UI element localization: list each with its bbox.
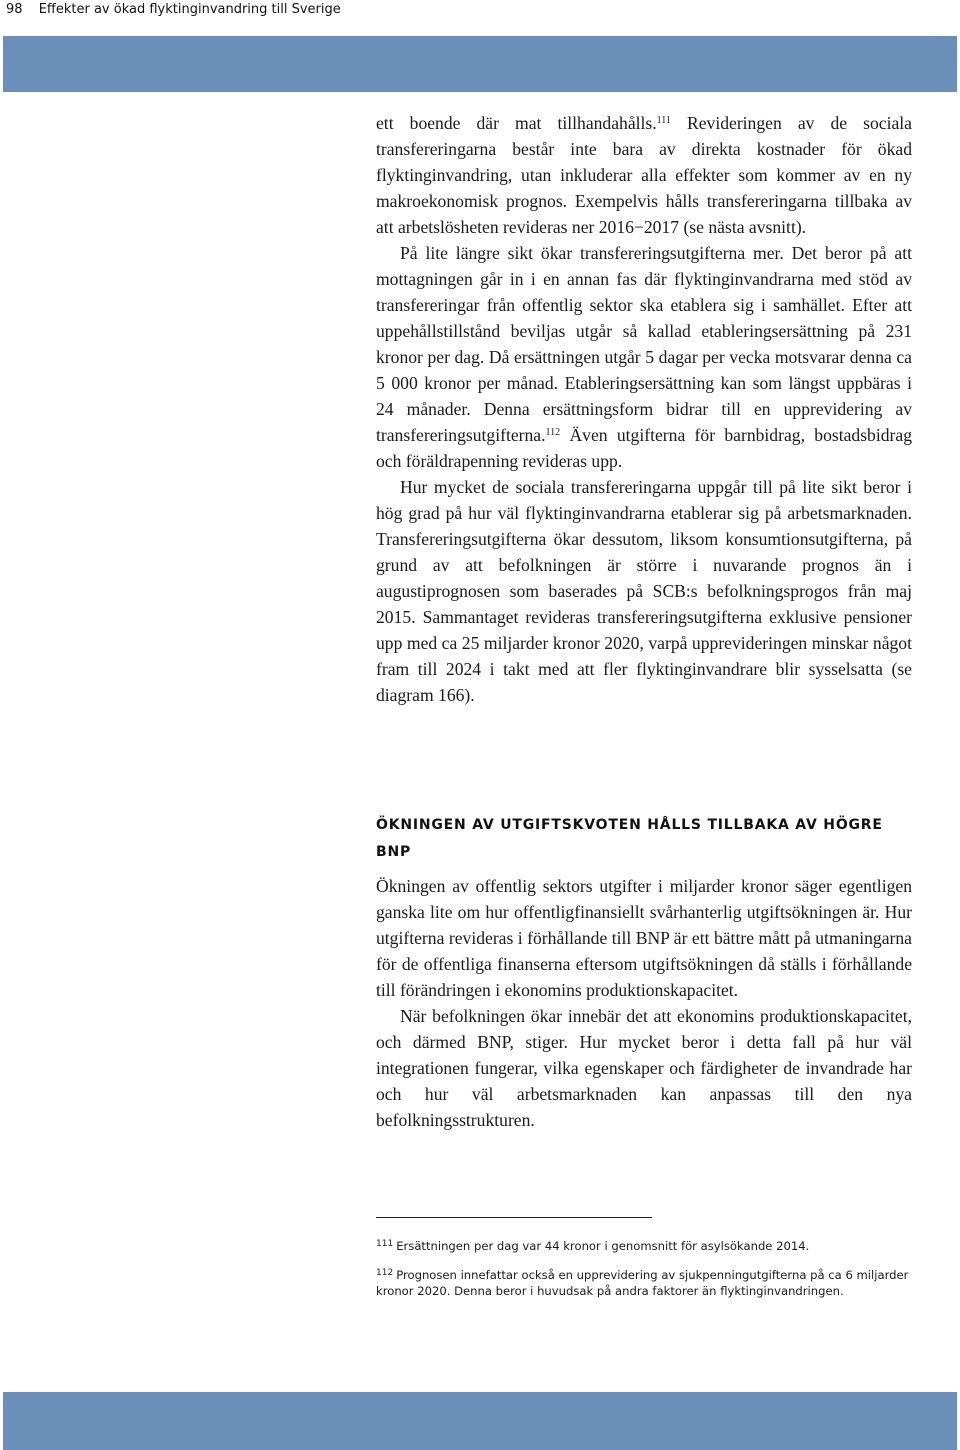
footnote-text: Ersättningen per dag var 44 kronor i genomsnitt för asylsökande 2014. [396,1239,810,1253]
footnote-112 [376,1267,916,1299]
page-number: 98 [6,2,23,17]
footnote-number: 111 [376,1239,394,1249]
running-title: Effekter av ökad flyktinginvandring till Sverige [38,2,341,17]
paragraph-text: Revideringen av de sociala transfereringarna består inte bara av direkta kostnader för ökad flyktinginvandring, utan inkluderar alla effekter som kommer av en ny makroekonomisk prognos. Exempelvis hålls transfereringarna tillbaka av att arbetslösheten revideras ner 2016−2017 (se nästa avsnitt). [376,113,912,237]
paragraph [376,110,912,240]
footnote-111 [376,1238,916,1254]
section-1-body [376,110,912,708]
bottom-decorative-band [3,1392,957,1450]
section-2-body [376,873,912,1133]
section-heading: ÖKNINGEN AV UTGIFTSKVOTEN HÅLLS TILLBAKA AV HÖGRE BNP [376,817,883,860]
footnotes [376,1238,916,1312]
paragraph [376,240,912,474]
footnote-number: 112 [376,1268,394,1278]
footnote-ref-111[interactable]: 111 [656,115,671,126]
footnote-ref-112[interactable]: 112 [545,427,561,438]
footnote-text: Prognosen innefattar också en upprevidering av sjukpenningutgifterna på ca 6 miljarder kronor 2020. Denna beror i huvudsak på andra faktorer än flyktinginvandringen. [376,1268,909,1298]
paragraph-text: ett boende där mat tillhandahålls. [376,113,657,133]
paragraph: Ökningen av offentlig sektors utgifter i miljarder kronor säger egentligen ganska lite om hur offentligfinansiellt svårhanterlig utgiftsökningen är. Hur utgifterna revideras i förhållande till BNP är ett bättre mått på utmaningarna för de offentliga finanserna eftersom utgiftsökningen då ställs i förhållande till förändringen i ekonomins produktionskapacitet. [376,876,912,1000]
paragraph: Hur mycket de sociala transfereringarna uppgår till på lite sikt beror i hög grad på hur väl flyktinginvandrarna etablerar sig på arbetsmarknaden. Transfereringsutgifterna ökar dessutom, liksom konsumtionsutgifterna, på grund av att befolkningen är större i nuvarande prognos än i augustiprognosen som baserades på SCB:s befolkningsprogos från maj 2015. Sammantaget revideras transfereringsutgifterna exklusive pensioner upp med ca 25 miljarder kronor 2020, varpå upprevideringen minskar något fram till 2024 i takt med att fler flyktinginvandrare blir sysselsatta (se diagram 166). [376,477,912,705]
paragraph: När befolkningen ökar innebär det att ekonomins produktionskapacitet, och därmed BNP, stiger. Hur mycket beror i detta fall på hur väl integrationen fungerar, vilka egenskaper och färdigheter de invandrade har och hur väl arbetsmarknaden kan anpassas till den nya befolkningsstrukturen. [376,1006,912,1130]
paragraph-text: På lite längre sikt ökar transfereringsutgifterna mer. Det beror på att mottagningen går in i en annan fas där flyktinginvandrarna med stöd av transfereringar från offentlig sektor ska etablera sig i samhället. Efter att uppehållstillstånd beviljas utgår så kallad etableringsersättning på 231 kronor per dag. Då ersättningen utgår 5 dagar per vecka motsvarar denna ca 5 000 kronor per månad. Etableringsersättning kan som längst uppbäras i 24 månader. Denna ersättningsform bidrar till en upprevidering av transfereringsutgifterna. [376,243,912,445]
paragraph-text: Även utgifterna för barnbidrag, bostadsbidrag och föräldrapenning revideras upp. [376,425,912,471]
top-decorative-band [3,36,957,92]
running-header [6,0,341,22]
footnote-divider [376,1217,652,1218]
